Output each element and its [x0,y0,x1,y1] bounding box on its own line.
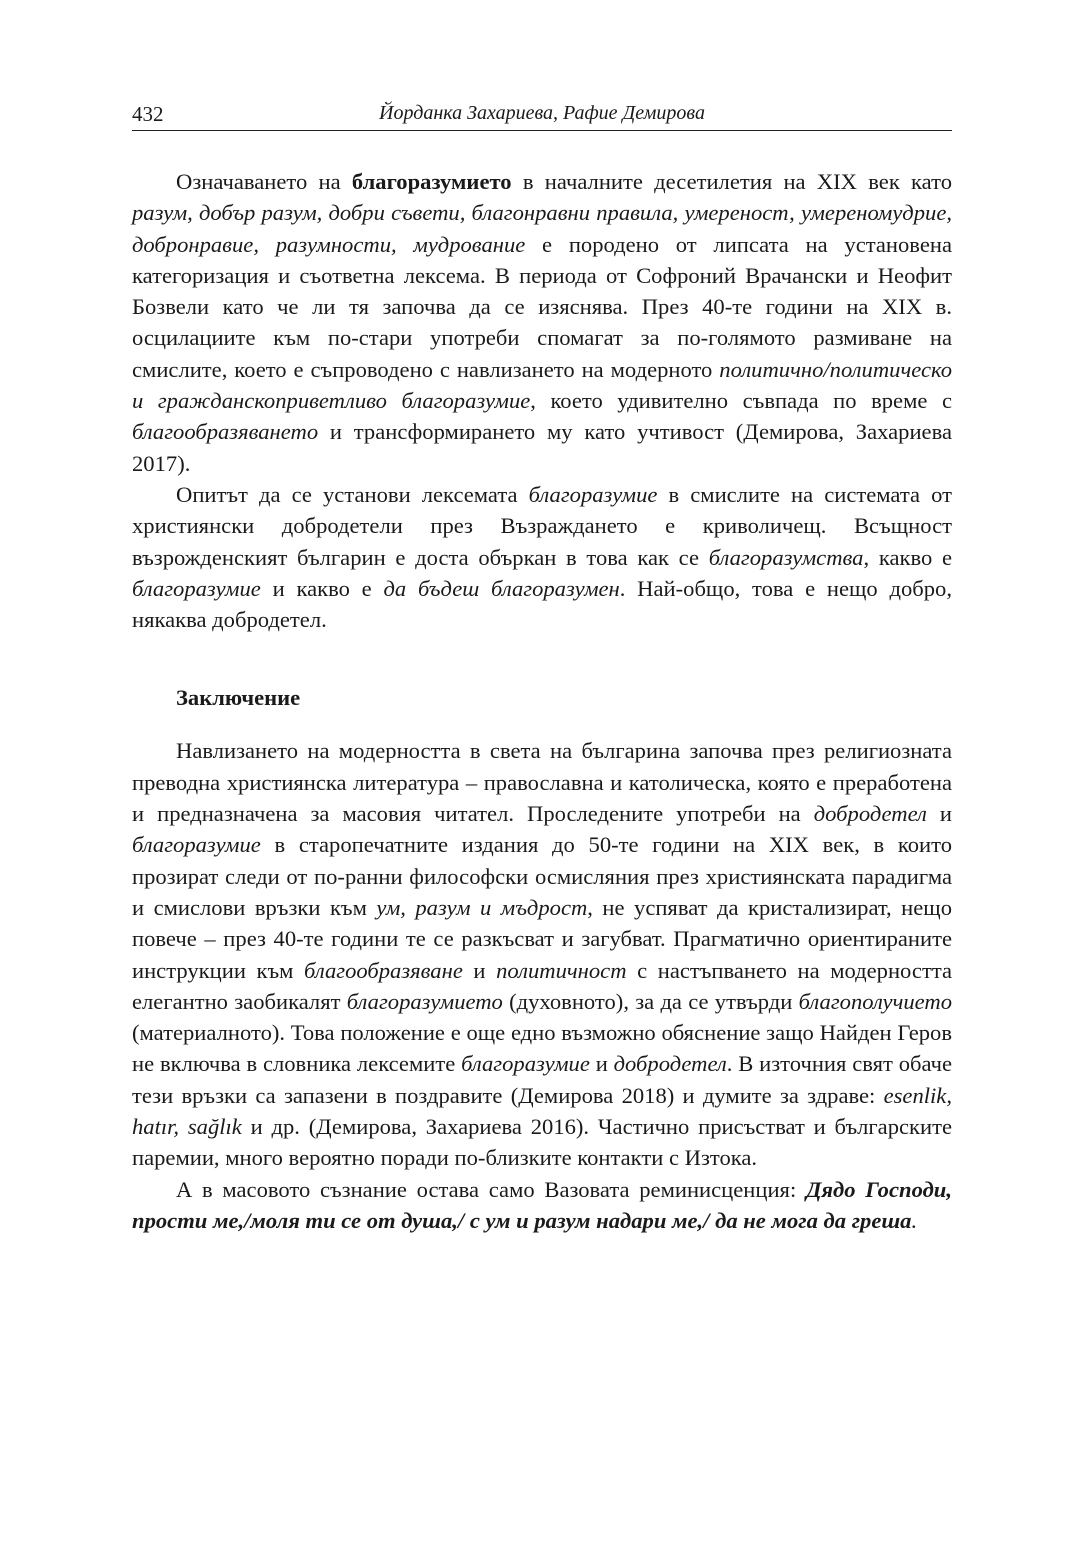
text-span: в смислите на системата от християнски добродетели през Възраждането е криволичещ. Всъщност възрожденският българин е доста объркан в това как се [132,481,952,570]
text-span: и какво е [260,575,384,601]
page-number: 432 [132,102,164,126]
page-body [132,166,952,1236]
italic-term: политичност [496,957,627,983]
italic-term: благоразумства [708,544,864,570]
italic-term: благообразяване [304,957,463,983]
italic-term: благоразумие [132,575,261,601]
italic-term: esenlik, hatır, sağlık [132,1082,952,1140]
text-span: Навлизането на модерността в света на българина започва през религиозната преводна християнска литература – православна и католическа, която е преработена и предназначена за масовия читател. Проследените употреби на [132,738,952,827]
text-span: в началните десетилетия на XIX век като [511,169,953,194]
text-span: и [462,957,497,983]
text-span: в старопечатните издания до 50-те години на XIX век, в които прозират следи от по-ранни философски осмисляния през християнската парадигма и смислови връзки към [132,832,952,920]
italic-term: ум, разум и мъдрост [376,894,588,920]
text-span: (духовното), за да се утвърди [502,988,799,1014]
italic-term: благообразяването [132,419,319,445]
section-heading: Заключение [176,685,301,711]
running-header [132,100,952,131]
italic-term: благоразумие [528,481,658,507]
bold-term: благоразумието [351,169,512,194]
running-head-authors: Йорданка Захариева, Рафие Демирова [379,102,705,124]
text-span: и [589,1051,614,1077]
text-span: с настъпването на модерността елегантно заобикалят [132,957,952,1014]
italic-term: политично/политическо и гражданскоприветливо благоразумие [132,356,952,414]
paragraph-4 [132,1174,952,1237]
text-span: . [911,1207,918,1233]
italic-term: благополучието [798,988,952,1014]
paragraph-1 [132,166,952,479]
paragraph-3 [132,735,952,1173]
text-span: , не успяват да кристализират, нещо повече – през 40-те години те се разкъсват и загубват. Прагматично ориентираните инструкции към [132,894,952,983]
italic-term: благоразумието [346,988,503,1014]
text-span: е породено от липсата на установена категоризация и съответна лексема. В периода от Софроний Врачански и Неофит Бозвели като че ли тя започва да се изяснява. През 40-те години на XIX в. осцилациите към по-стари употреби спомагат за по-голямото размиване на смислите, което е съпроводено с навлизането на модерното [132,231,952,382]
italic-term: благоразумие [132,832,261,858]
text-span: . Най-общо, това е нещо добро, някаква добродетел. [132,575,952,633]
italic-term: разум, добър разум, добри съвети, благонравни правила, умереност, умереномудрие, добронравие, разумности, мудрование [132,200,952,257]
italic-term: добродетел [813,801,927,827]
text-span: и др. (Демирова, Захариева 2016). Частично присъстват и българските паремии, много вероятно поради по-близките контакти с Изтока. [132,1114,953,1171]
text-span: Означаването на [176,169,352,194]
text-span: . В източния свят обаче тези връзки са запазени в поздравите (Демирова 2018) и думите за здраве: [132,1051,953,1108]
text-span: , което удивително съвпада по време с [530,388,952,414]
text-span: и трансформирането му като учтивост (Демирова, Захариева 2017). [132,419,952,476]
verse-quote: Дядо Господи, прости ме,/моля ти се от душа,/ с ум и разум надари ме,/ да не мога да греша [132,1176,952,1233]
italic-term: да бъдеш благоразумен [383,575,620,601]
text-span: , какво е [863,544,952,570]
italic-term: благоразумие [461,1051,590,1077]
text-span: (материалното). Това положение е още едно възможно обяснение защо Найден Геров не включва в словника лексемите [132,1020,952,1077]
paragraph-2 [132,479,952,635]
italic-term: добродетел [613,1051,727,1077]
text-span: А в масовото съзнание остава само Вазовата реминисценция: [176,1176,806,1202]
text-span: и [926,801,952,827]
text-span: Опитът да се установи лексемата [176,481,529,507]
